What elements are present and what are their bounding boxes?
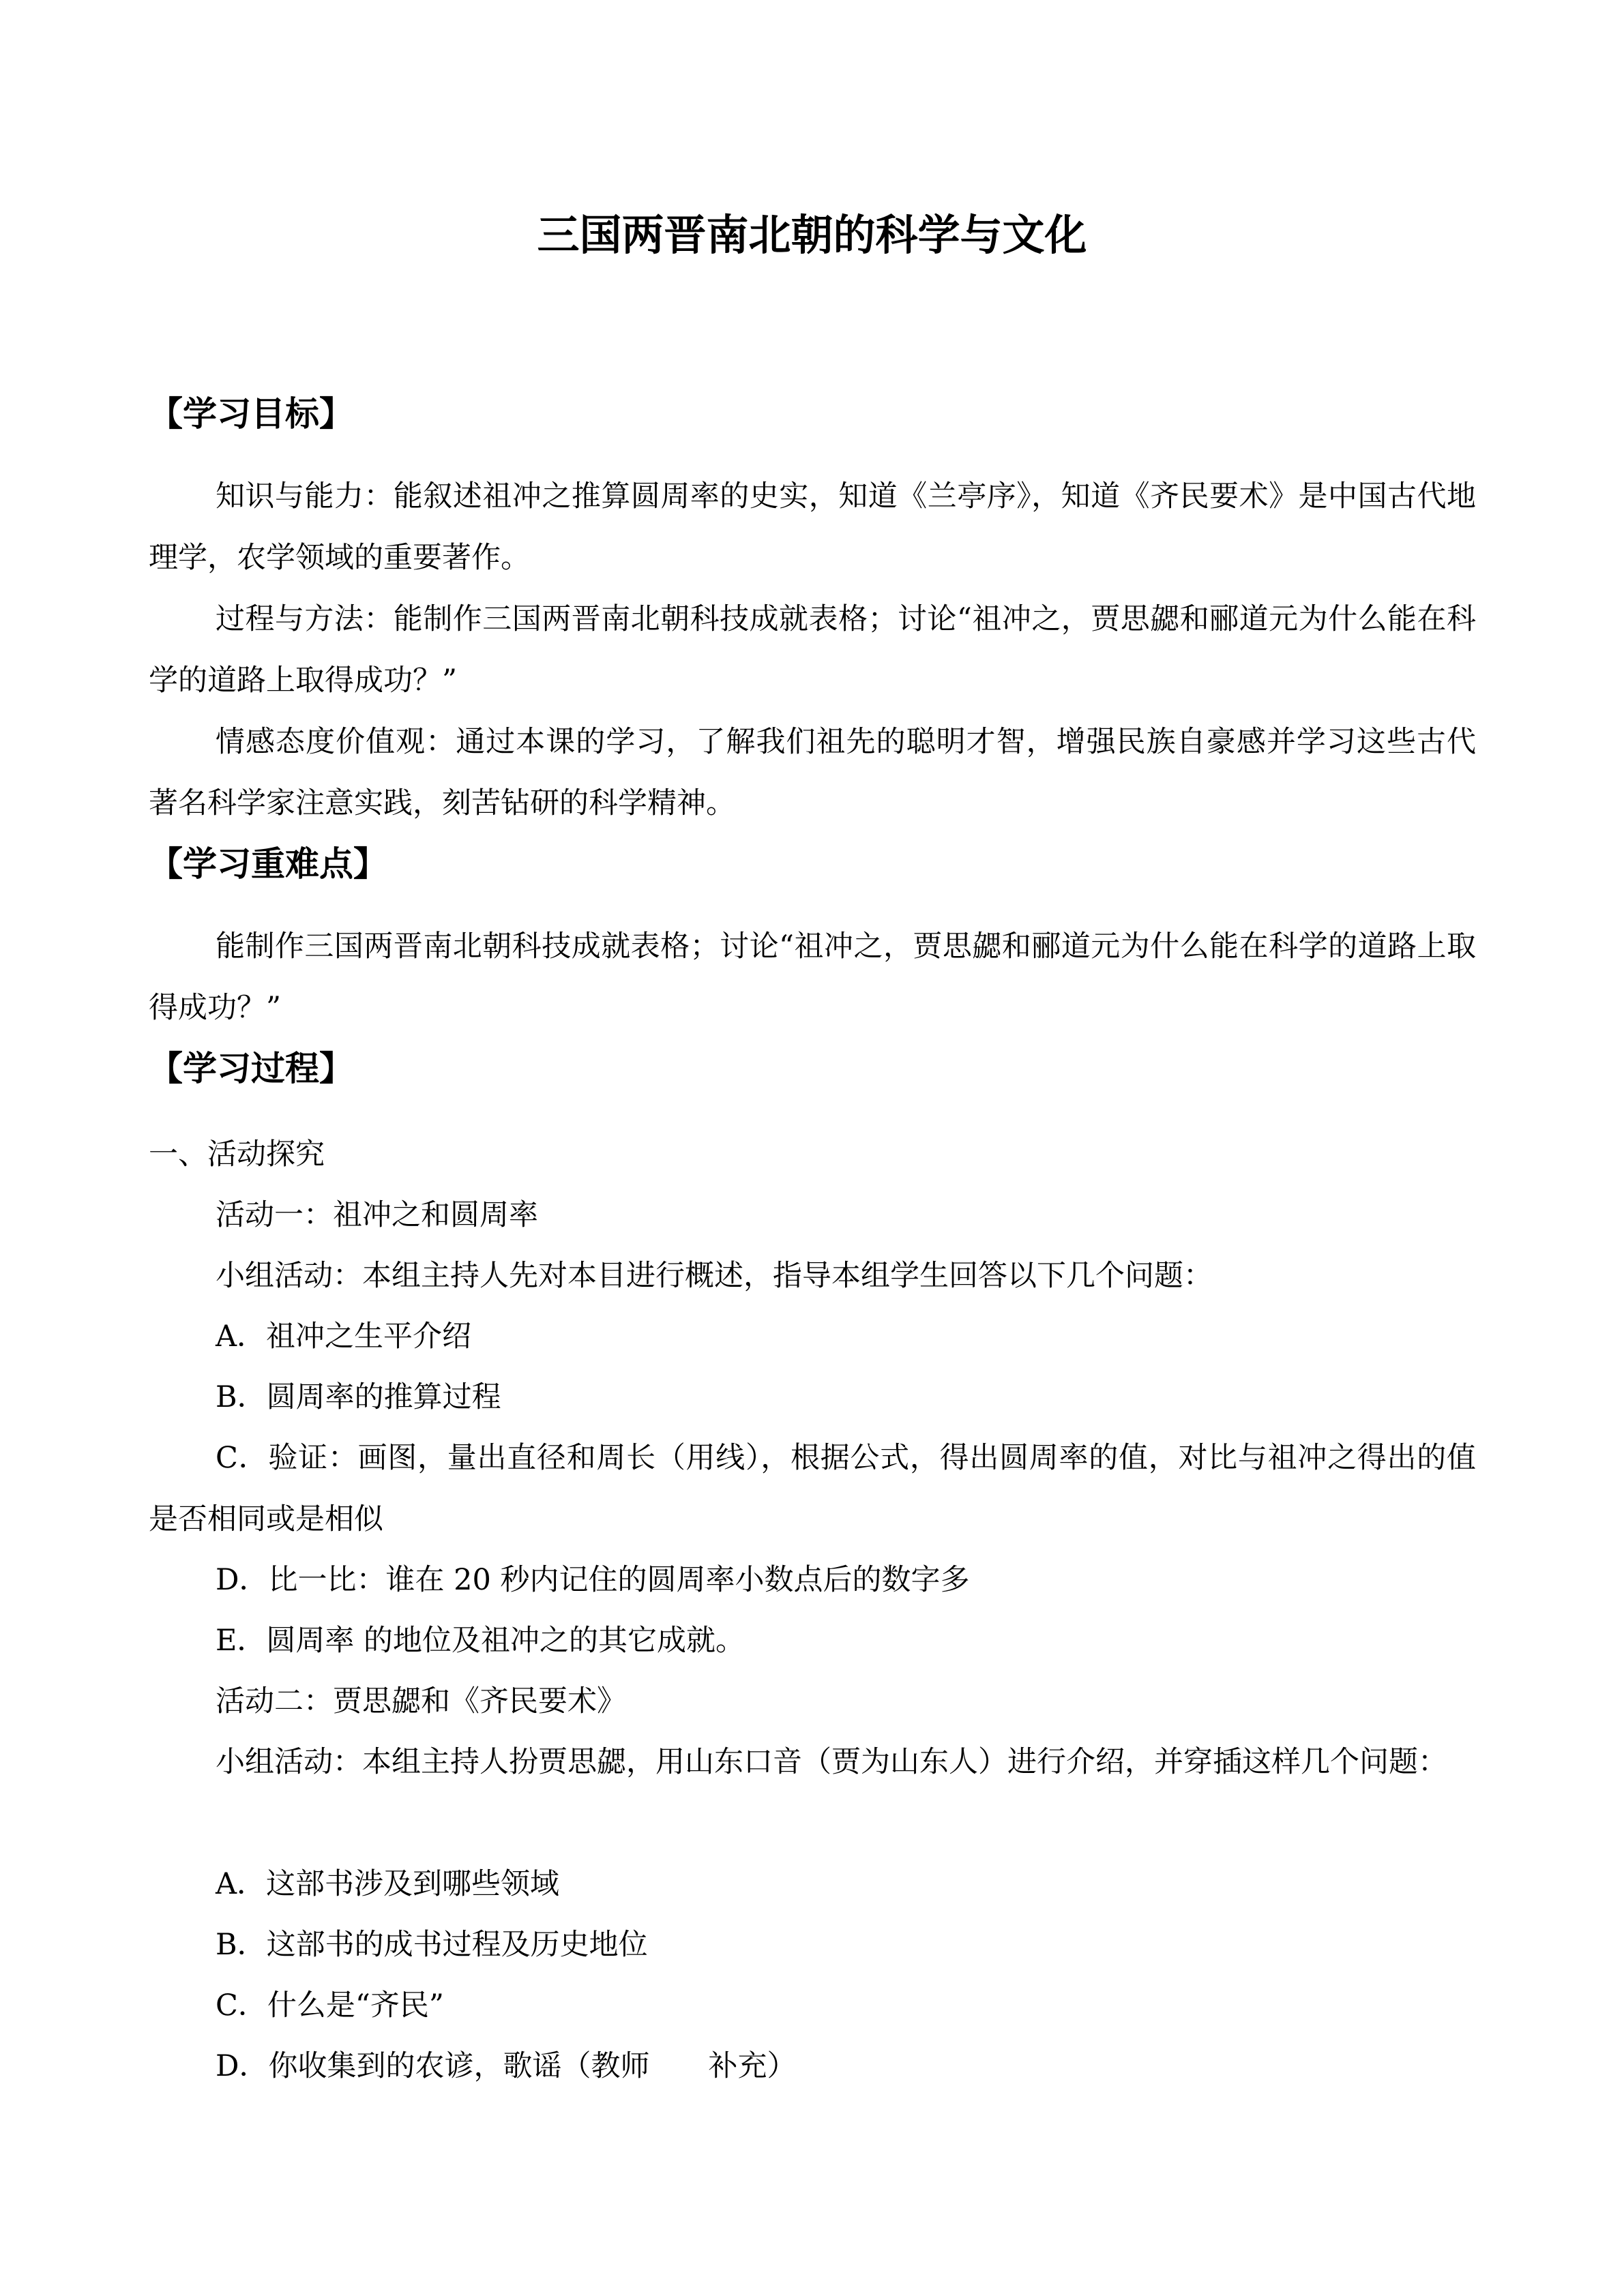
activity2-question-a: A．这部书涉及到哪些领域: [216, 1867, 560, 1901]
activity2-question-d: D．你收集到的农谚，歌谣（教师 补充）: [216, 2049, 797, 2083]
activity2-question-c: C．什么是“齐民”: [216, 1988, 444, 2023]
activity2-intro: 小组活动：本组主持人扮贾思勰，用山东口音（贾为山东人）进行介绍，并穿插这样几个问题：: [216, 1745, 1447, 1779]
heading-objectives: 【学习目标】: [149, 394, 353, 434]
activity1-intro: 小组活动：本组主持人先对本目进行概述，指导本组学生回答以下几个问题：: [216, 1259, 1213, 1293]
page-title: 三国两晋南北朝的科学与文化: [537, 210, 1087, 260]
heading-process: 【学习过程】: [149, 1049, 353, 1088]
paragraph-knowledge: 知识与能力：能叙述祖冲之推算圆周率的史实，知道《兰亭序》，知道《齐民要术》是中国古代地理学，农学领域的重要著作。: [149, 479, 1476, 575]
activity1-question-c: C．验证：画图，量出直径和周长（用线），根据公式，得出圆周率的值，对比与祖冲之得出的值是否相同或是相似: [149, 1441, 1476, 1536]
activity1-question-d: D．比一比：谁在 20 秒内记住的圆周率小数点后的数字多: [216, 1563, 970, 1597]
paragraph-key-points: 能制作三国两晋南北朝科技成就表格；讨论“祖冲之，贾思勰和郦道元为什么能在科学的道路上取得成功？”: [149, 929, 1476, 1025]
section-activity-inquiry: 一、活动探究: [149, 1137, 325, 1172]
paragraph-emotion: 情感态度价值观：通过本课的学习，了解我们祖先的聪明才智，增强民族自豪感并学习这些古代著名科学家注意实践，刻苦钻研的科学精神。: [149, 725, 1476, 820]
activity1-question-b: B．圆周率的推算过程: [216, 1380, 501, 1414]
paragraph-process-method: 过程与方法：能制作三国两晋南北朝科技成就表格；讨论“祖冲之，贾思勰和郦道元为什么能在科学的道路上取得成功？”: [149, 602, 1476, 698]
activity1-question-e: E．圆周率 的地位及祖冲之的其它成就。: [216, 1624, 745, 1658]
activity2-question-b: B．这部书的成书过程及历史地位: [216, 1928, 648, 1962]
heading-key-points: 【学习重难点】: [149, 844, 387, 884]
activity1-title: 活动一：祖冲之和圆周率: [216, 1198, 538, 1232]
activity1-question-a: A．祖冲之生平介绍: [216, 1320, 472, 1354]
activity2-title: 活动二：贾思勰和《齐民要术》: [216, 1684, 626, 1718]
